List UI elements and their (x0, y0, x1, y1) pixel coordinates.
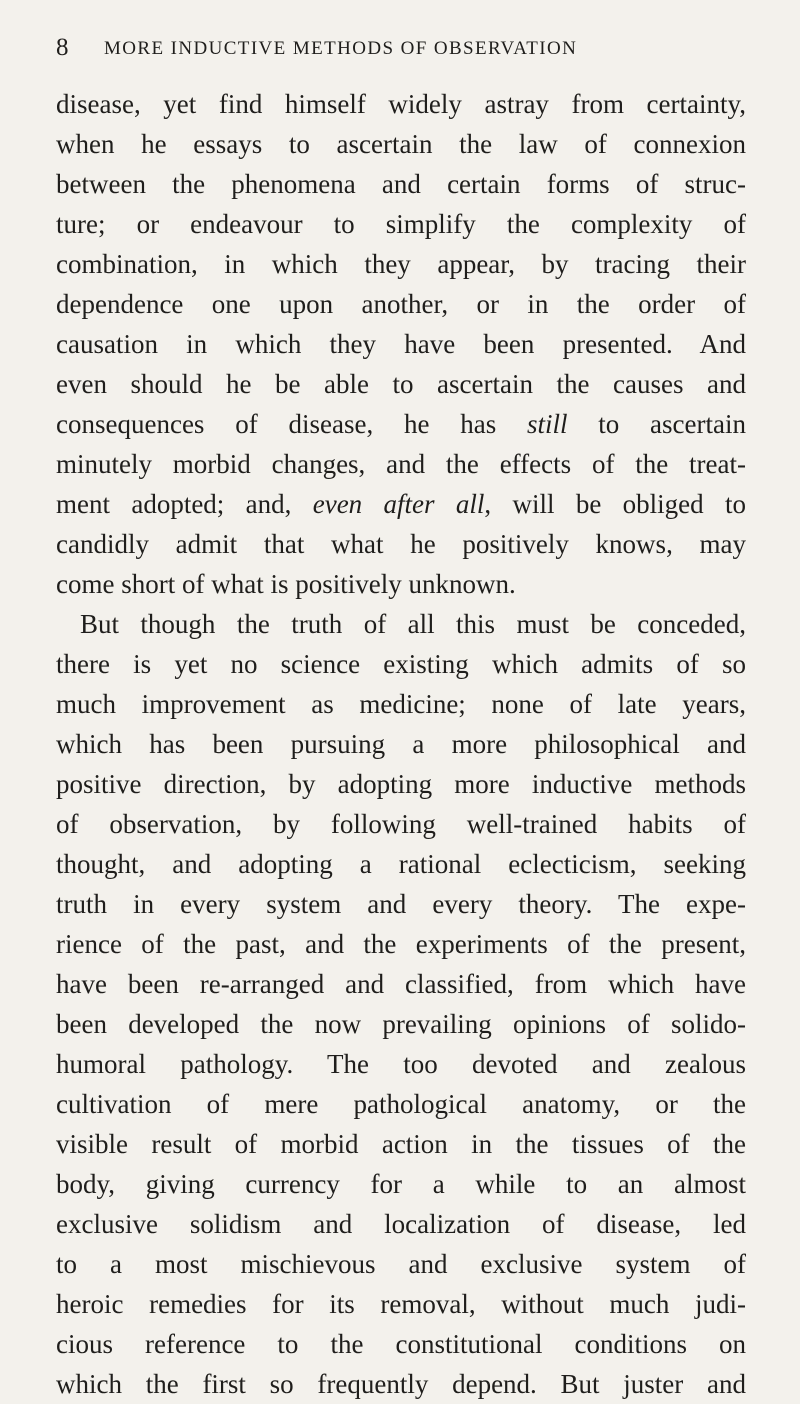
text-line: rience of the past, and the experiments of the present, (56, 929, 746, 959)
text-line: been developed the now prevailing opinions of solido- (56, 1009, 746, 1039)
text-line: between the phenomena and certain forms of struc- (56, 169, 746, 199)
text-line: to a most mischievous and exclusive system of (56, 1249, 746, 1279)
text-line: candidly admit that what he positively knows, may (56, 529, 746, 559)
text-line: of observation, by following well-trained habits of (56, 809, 746, 839)
text-line (56, 484, 746, 524)
text-line: cultivation of mere pathological anatomy, or the (56, 1089, 746, 1119)
text-segment: to ascertain (567, 409, 746, 439)
text-segment: , will be obliged to (484, 489, 746, 519)
text-line: heroic remedies for its removal, without much judi- (56, 1289, 746, 1319)
text-line: minutely morbid changes, and the effects of the treat- (56, 449, 746, 479)
text-line: humoral pathology. The too devoted and zealous (56, 1049, 746, 1079)
text-line: which the first so frequently depend. But juster and (56, 1369, 746, 1399)
text-line: causation in which they have been presented. And (56, 329, 746, 359)
text-line: have been re-arranged and classified, from which have (56, 969, 746, 999)
text-line (56, 404, 746, 444)
text-line: when he essays to ascertain the law of connexion (56, 129, 746, 159)
text-line: cious reference to the constitutional conditions on (56, 1329, 746, 1359)
text-line: dependence one upon another, or in the order of (56, 289, 746, 319)
text-line: even should he be able to ascertain the causes and (56, 369, 746, 399)
text-segment: ment adopted; and, (56, 489, 313, 519)
text-line: thought, and adopting a rational eclecticism, seeking (56, 849, 746, 879)
text-line: truth in every system and every theory. The expe- (56, 889, 746, 919)
body-text (56, 84, 746, 1404)
page-number: 8 (56, 34, 69, 61)
text-line: visible result of morbid action in the tissues of the (56, 1129, 746, 1159)
text-line: body, giving currency for a while to an almost (56, 1169, 746, 1199)
running-head (56, 34, 706, 68)
text-line: which has been pursuing a more philosophical and (56, 729, 746, 759)
text-line: disease, yet find himself widely astray from certainty, (56, 89, 746, 119)
italic-phrase: even after all (312, 489, 485, 519)
text-line: come short of what is positively unknown. (56, 569, 516, 599)
text-line: positive direction, by adopting more inductive methods (56, 769, 746, 799)
text-line: ture; or endeavour to simplify the complexity of (56, 209, 746, 239)
text-line: But though the truth of all this must be conceded, (80, 609, 746, 639)
text-line: much improvement as medicine; none of late years, (56, 689, 746, 719)
text-line: there is yet no science existing which admits of so (56, 649, 746, 679)
text-segment: consequences of disease, he has (56, 409, 527, 439)
text-line: exclusive solidism and localization of disease, led (56, 1209, 746, 1239)
italic-phrase: still (526, 409, 568, 439)
running-title: MORE INDUCTIVE METHODS OF OBSERVATION (104, 38, 578, 59)
text-line: combination, in which they appear, by tracing their (56, 249, 746, 279)
